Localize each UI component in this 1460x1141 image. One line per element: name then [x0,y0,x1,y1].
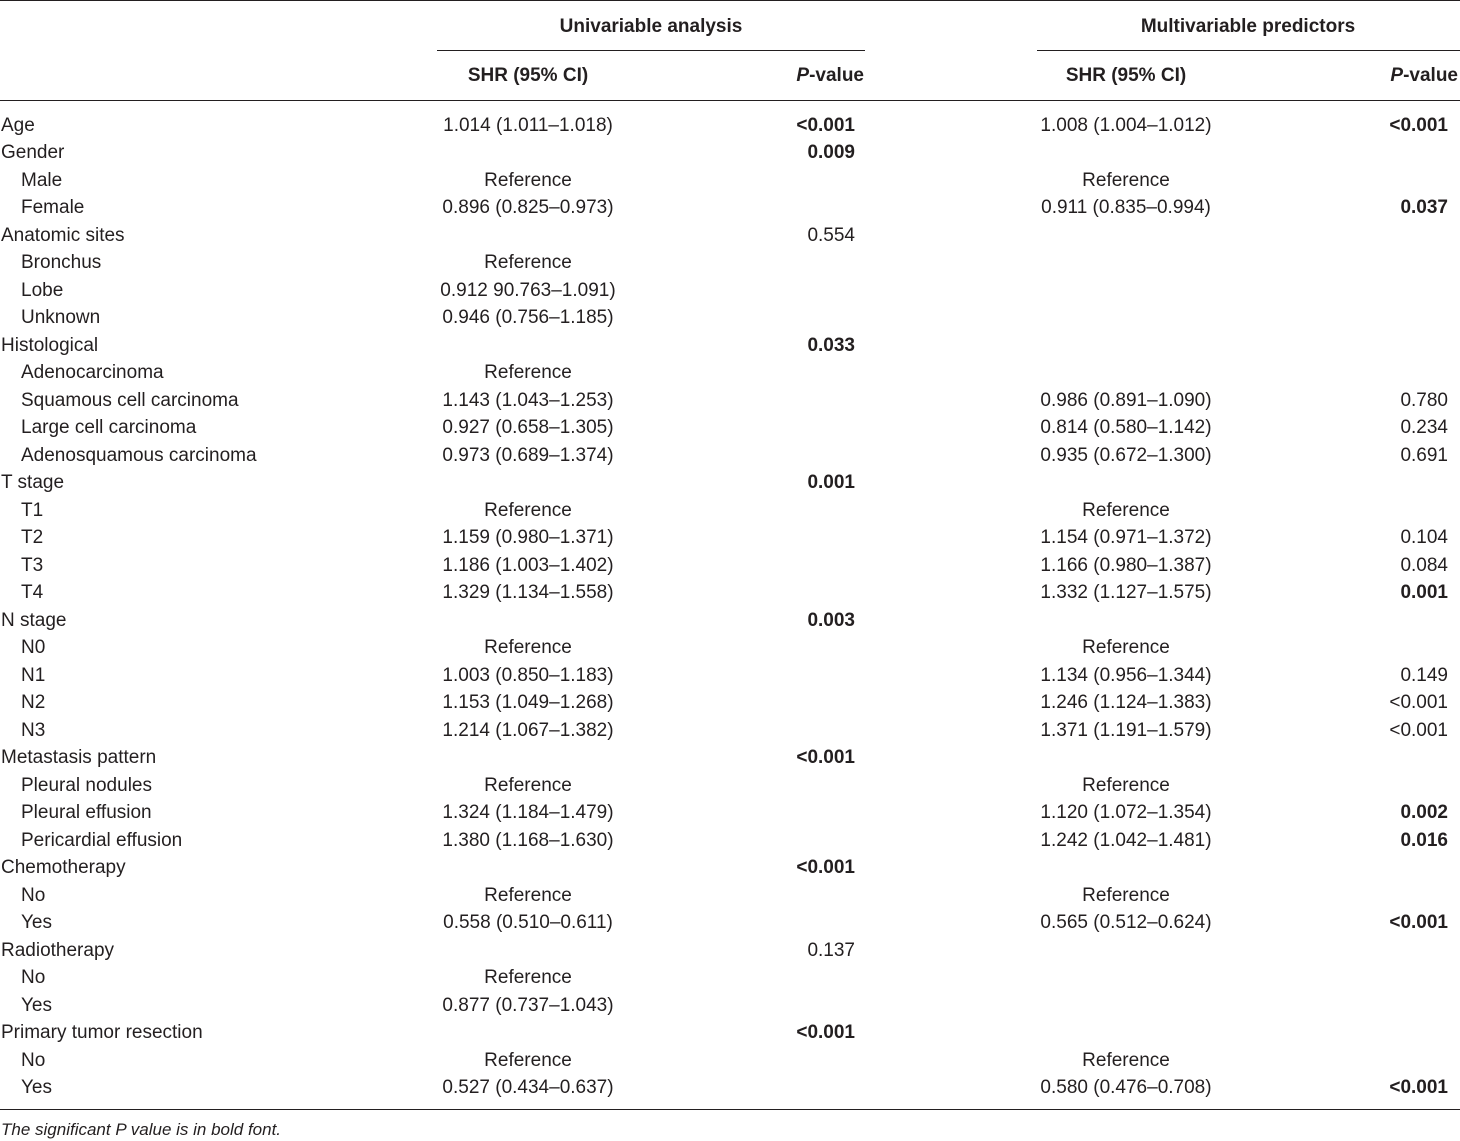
row-label: No [21,884,46,906]
row-label: Large cell carcinoma [21,417,197,438]
shr-univariable-cell: 0.927 (0.658–1.305) [442,417,614,438]
row-label: Yes [21,994,52,1016]
row-label: T stage [1,472,65,493]
shr-multivariable-cell: 1.242 (1.042–1.481) [1040,829,1212,851]
p-value-multivariable-cell: 0.037 [1400,197,1448,218]
table-row [0,387,1460,415]
shr-univariable-cell: Reference [484,774,572,796]
row-label: Pleural nodules [21,774,152,796]
table-row [0,167,1460,195]
table-row [0,662,1460,690]
shr-univariable-cell: Reference [484,362,572,383]
p-value-univariable-cell: 0.009 [807,142,855,163]
row-label: N stage [1,609,67,631]
row-label: Male [21,169,63,191]
p-value-multivariable-cell: 0.780 [1400,389,1448,411]
shr-multivariable-cell: 0.814 (0.580–1.142) [1040,417,1212,438]
shr-multivariable-cell: 1.332 (1.127–1.575) [1040,582,1212,603]
shr-multivariable-cell: 1.246 (1.124–1.383) [1040,692,1212,713]
shr-univariable-cell: 1.186 (1.003–1.402) [442,554,614,576]
shr-univariable-cell: 0.896 (0.825–0.973) [442,197,614,218]
shr-univariable-cell: 1.380 (1.168–1.630) [442,829,614,851]
table-row [0,359,1460,387]
table-row [0,964,1460,992]
p-value-univariable-cell: 0.003 [807,609,855,631]
row-label: Adenocarcinoma [21,362,164,383]
table-row [0,194,1460,222]
shr-univariable-cell: 0.912 90.763–1.091) [440,279,616,301]
p-value-multivariable-cell: 0.234 [1400,417,1448,438]
row-label: No [21,1049,46,1071]
multivariable-underline [1037,50,1460,51]
table-row [0,469,1460,497]
row-label: T1 [21,499,44,521]
table-row [0,332,1460,360]
shr-univariable-cell: Reference [484,637,572,658]
p-value-univariable-cell: 0.001 [807,472,855,493]
row-label: Bronchus [21,252,102,273]
table-row [0,139,1460,167]
row-label: N0 [21,637,46,658]
p-value-univariable-cell: 0.137 [807,939,855,961]
row-label: T2 [21,527,44,548]
shr-univariable-cell: 0.527 (0.434–0.637) [442,1077,614,1098]
shr-multivariable-cell: 1.120 (1.072–1.354) [1040,802,1212,823]
row-label: Metastasis pattern [1,747,157,768]
table-row [0,689,1460,717]
shr-multivariable-cell: 1.166 (0.980–1.387) [1040,554,1212,576]
column-header-p-univariable [796,65,864,87]
group-header-multivariable: Multivariable predictors [1140,16,1356,37]
shr-univariable-cell: 1.324 (1.184–1.479) [442,802,614,823]
table-row [0,249,1460,277]
table-footnote: The significant P value is in bold font. [1,1120,282,1139]
row-label: N3 [21,719,46,741]
p-value-univariable-cell: <0.001 [796,747,855,768]
row-label: Unknown [21,307,101,328]
table-row [0,717,1460,745]
table-row [0,442,1460,470]
row-label: Yes [21,1077,52,1098]
table-row [0,744,1460,772]
p-value-univariable-cell: <0.001 [796,857,855,878]
shr-univariable-cell: 0.946 (0.756–1.185) [442,307,614,328]
row-label: T4 [21,582,44,603]
p-value-multivariable-cell: <0.001 [1389,1077,1448,1098]
group-header-univariable: Univariable analysis [559,16,743,37]
shr-univariable-cell: Reference [484,169,572,191]
row-label: Chemotherapy [1,857,126,878]
shr-univariable-cell: 0.973 (0.689–1.374) [442,444,614,466]
shr-multivariable-cell: 0.580 (0.476–0.708) [1040,1077,1212,1098]
shr-multivariable-cell: Reference [1082,1049,1170,1071]
shr-univariable-cell: 1.214 (1.067–1.382) [442,719,614,741]
table-row [0,937,1460,965]
row-label: Female [21,197,85,218]
p-value-multivariable-cell: 0.691 [1400,444,1448,466]
shr-multivariable-cell: Reference [1082,499,1170,521]
shr-multivariable-cell: Reference [1082,884,1170,906]
row-label: T3 [21,554,44,576]
row-label: Yes [21,912,52,933]
table-row [0,1047,1460,1075]
shr-multivariable-cell: 0.935 (0.672–1.300) [1040,444,1212,466]
shr-univariable-cell: Reference [484,1049,572,1071]
p-value-multivariable-cell: 0.104 [1400,527,1448,548]
table-row [0,497,1460,525]
shr-multivariable-cell: 0.565 (0.512–0.624) [1040,912,1212,933]
p-value-multivariable-cell: <0.001 [1389,912,1448,933]
column-header-shr-univariable: SHR (95% CI) [467,65,589,86]
table-row [0,909,1460,937]
p-suffix: -value [809,65,864,86]
table-row [0,992,1460,1020]
row-label: No [21,967,46,988]
p-value-multivariable-cell: <0.001 [1389,692,1448,713]
row-label: N1 [21,664,46,686]
shr-univariable-cell: 0.877 (0.737–1.043) [442,994,614,1016]
shr-multivariable-cell: Reference [1082,637,1170,658]
table-row [0,854,1460,882]
table-row [0,524,1460,552]
p-value-multivariable-cell: 0.016 [1400,829,1448,851]
table-row [0,112,1460,140]
table-row [0,414,1460,442]
table-row [0,304,1460,332]
table-row [0,1074,1460,1102]
row-label: Adenosquamous carcinoma [21,444,257,466]
shr-multivariable-cell: Reference [1082,774,1170,796]
p-value-univariable-cell: 0.033 [807,334,855,356]
shr-multivariable-cell: 0.911 (0.835–0.994) [1041,197,1211,218]
p-value-multivariable-cell: 0.001 [1400,582,1448,603]
row-label: Squamous cell carcinoma [21,389,239,411]
p-suffix: -value [1403,65,1458,86]
table-row [0,222,1460,250]
table-row [0,799,1460,827]
p-value-multivariable-cell: 0.084 [1400,554,1448,576]
table-row [0,607,1460,635]
p-symbol: P [796,65,810,86]
row-label: Pleural effusion [21,802,152,823]
shr-univariable-cell: Reference [484,967,572,988]
row-label: Lobe [21,279,64,301]
shr-multivariable-cell: 1.134 (0.956–1.344) [1040,664,1212,686]
table-row [0,634,1460,662]
shr-univariable-cell: 1.014 (1.011–1.018) [443,114,613,136]
table-bottom-rule [0,1109,1460,1110]
table-row [0,1019,1460,1047]
table-row [0,827,1460,855]
row-label: Radiotherapy [1,939,115,961]
shr-univariable-cell: Reference [484,499,572,521]
p-value-multivariable-cell: 0.149 [1400,664,1448,686]
p-value-multivariable-cell: <0.001 [1389,114,1448,136]
p-value-multivariable-cell: <0.001 [1389,719,1448,741]
shr-univariable-cell: 1.329 (1.134–1.558) [442,582,614,603]
row-label: Age [1,114,35,136]
p-symbol: P [1390,65,1404,86]
table-row [0,882,1460,910]
shr-multivariable-cell: Reference [1082,169,1170,191]
shr-multivariable-cell: 1.008 (1.004–1.012) [1040,114,1212,136]
p-value-univariable-cell: 0.554 [807,224,855,246]
column-header-shr-multivariable: SHR (95% CI) [1065,65,1187,86]
table-row [0,277,1460,305]
row-label: Pericardial effusion [21,829,183,851]
row-label: N2 [21,692,46,713]
shr-univariable-cell: 1.143 (1.043–1.253) [442,389,614,411]
shr-univariable-cell: 1.003 (0.850–1.183) [442,664,614,686]
row-label: Histological [1,334,99,356]
row-label: Gender [1,142,65,163]
table-row [0,772,1460,800]
table-row [0,552,1460,580]
p-value-univariable-cell: <0.001 [796,1022,855,1043]
row-label: Primary tumor resection [1,1022,203,1043]
row-label: Anatomic sites [1,224,125,246]
table-row [0,579,1460,607]
p-value-univariable-cell: <0.001 [796,114,855,136]
shr-multivariable-cell: 0.986 (0.891–1.090) [1040,389,1212,411]
shr-multivariable-cell: 1.154 (0.971–1.372) [1040,527,1212,548]
univariable-underline [437,50,865,51]
shr-univariable-cell: 0.558 (0.510–0.611) [443,912,613,933]
shr-univariable-cell: Reference [484,252,572,273]
shr-univariable-cell: 1.159 (0.980–1.371) [442,527,614,548]
p-value-multivariable-cell: 0.002 [1400,802,1448,823]
header-bottom-rule [0,100,1460,101]
shr-univariable-cell: Reference [484,884,572,906]
table-top-rule [0,0,1460,1]
shr-univariable-cell: 1.153 (1.049–1.268) [442,692,614,713]
shr-multivariable-cell: 1.371 (1.191–1.579) [1040,719,1212,741]
column-header-p-multivariable [1390,65,1458,87]
